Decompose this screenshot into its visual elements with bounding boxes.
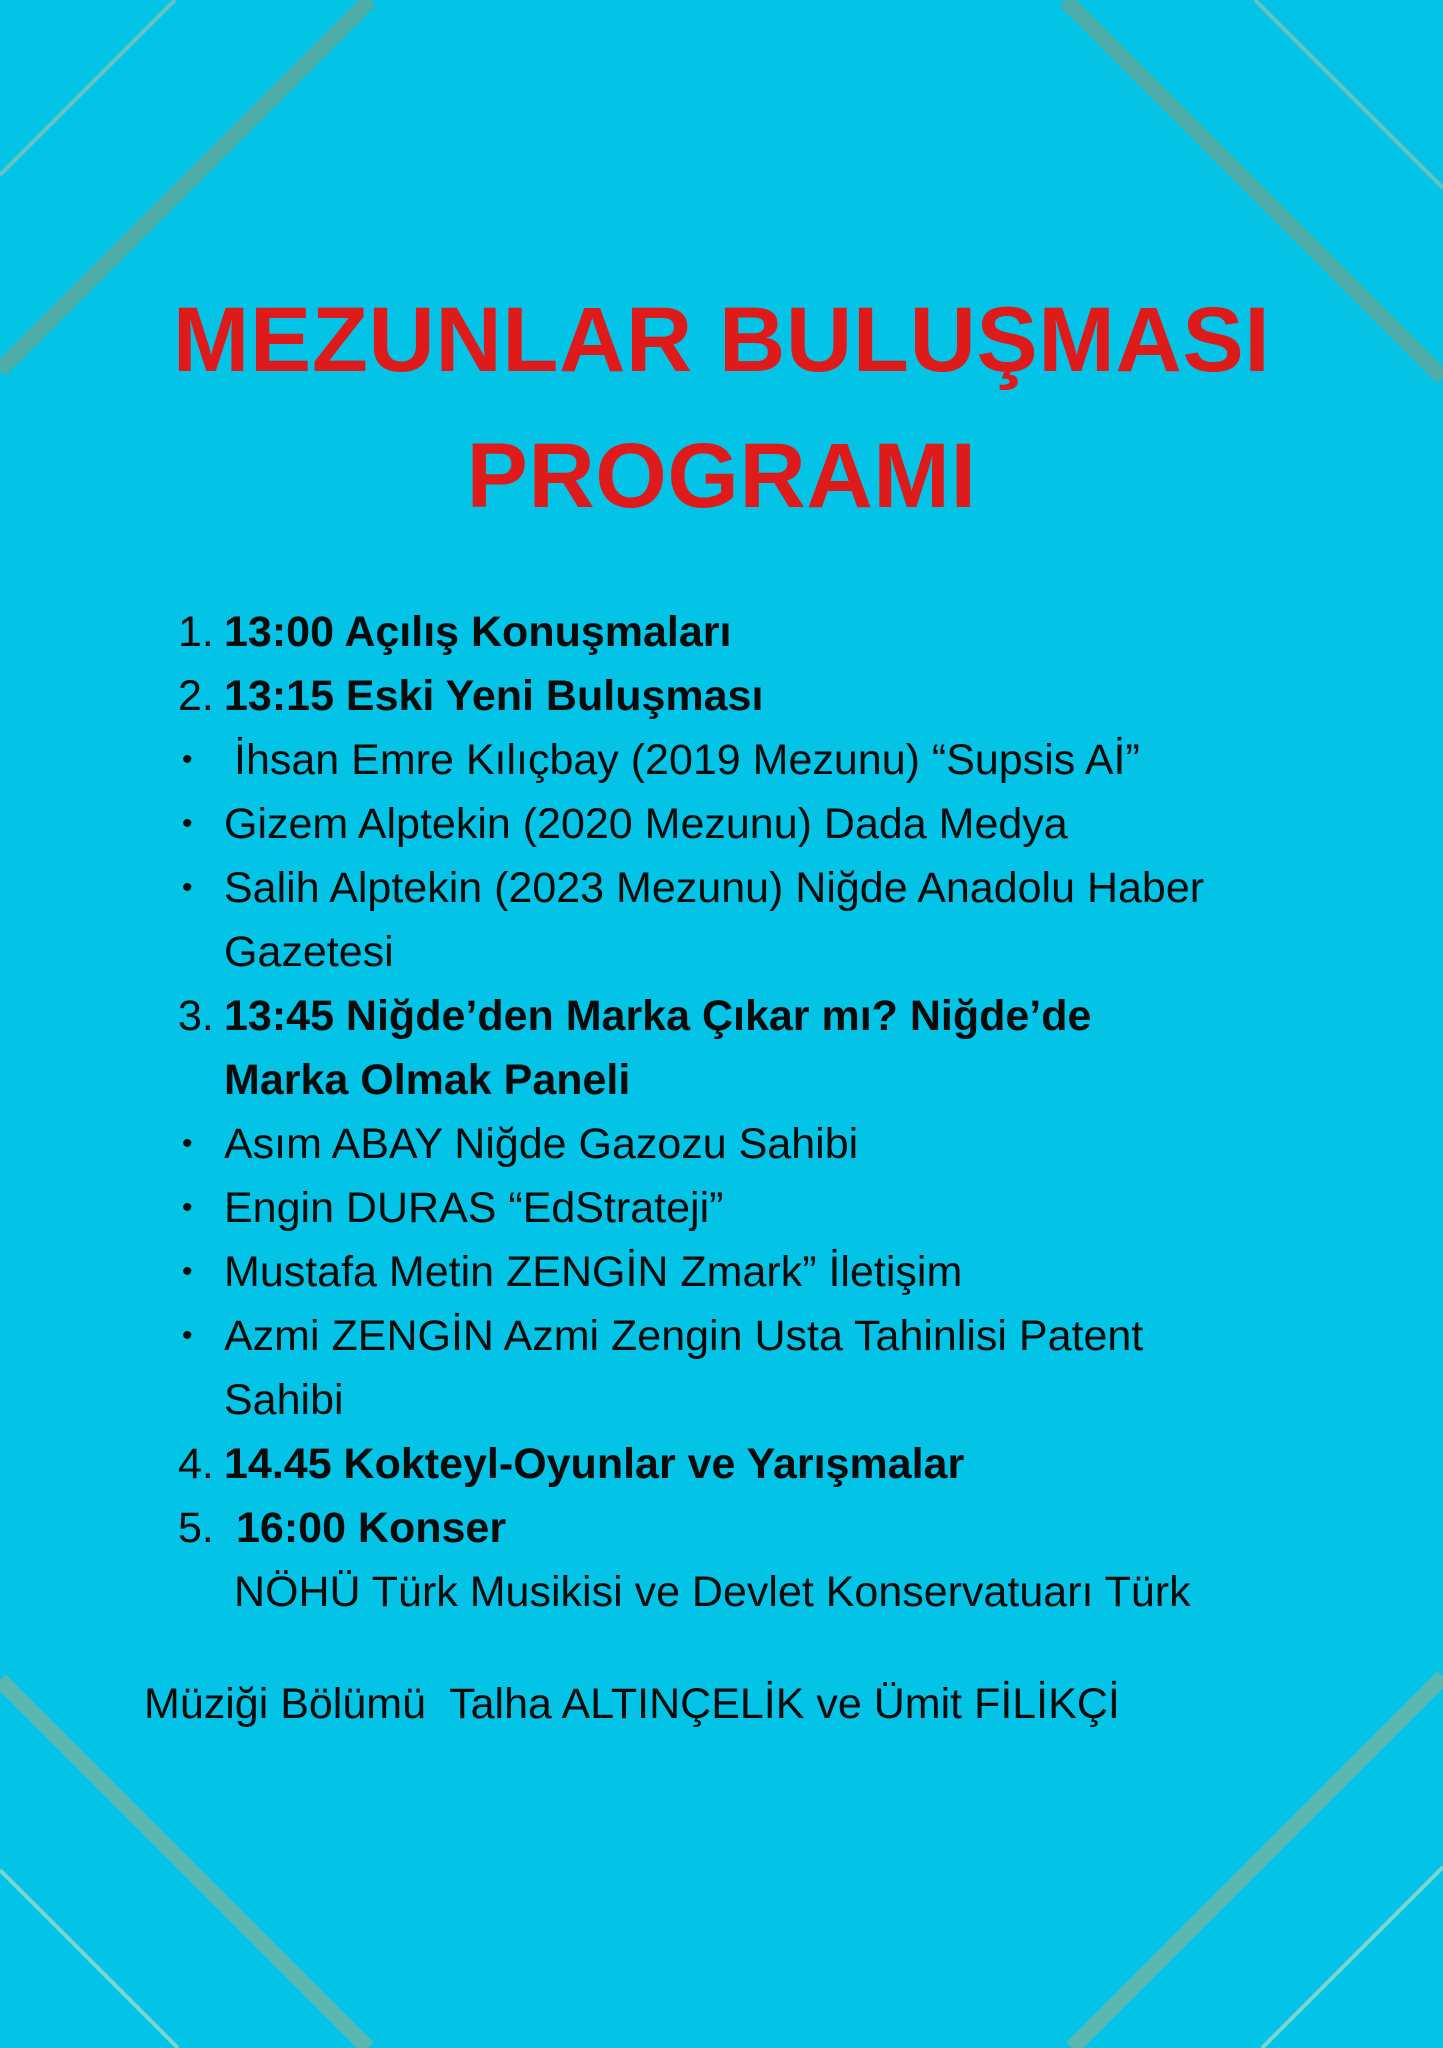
concert-detail-text: Müziği Bölümü Talha ALTINÇELİK ve Ümit FİLİKÇİ	[144, 1680, 1120, 1728]
page-title-line-1: MEZUNLAR BULUŞMASI	[172, 289, 1271, 391]
speaker-text: İhsan Emre Kılıçbay (2019 Mezunu) “Supsis Aİ”	[234, 736, 1140, 784]
bullet-icon: •	[182, 743, 193, 776]
speaker-text: Mustafa Metin ZENGİN Zmark” İletişim	[224, 1248, 963, 1296]
speaker-text: Salih Alptekin (2023 Mezunu) Niğde Anadolu Haber	[224, 864, 1205, 912]
item-text: Marka Olmak Paneli	[224, 1056, 631, 1104]
bullet-icon: •	[182, 1127, 193, 1160]
speaker-text: Gazetesi	[224, 928, 394, 976]
item-text: 13:15 Eski Yeni Buluşması	[224, 672, 764, 720]
bullet-icon: •	[182, 1319, 193, 1352]
item-number: 5.	[178, 1504, 214, 1552]
item-number: 2.	[178, 672, 214, 720]
speaker-text: Asım ABAY Niğde Gazozu Sahibi	[224, 1120, 859, 1168]
item-number: 4.	[178, 1440, 214, 1488]
bullet-icon: •	[182, 807, 193, 840]
speaker-text: Sahibi	[224, 1376, 344, 1424]
speaker-text: Azmi ZENGİN Azmi Zengin Usta Tahinlisi Patent	[224, 1312, 1144, 1360]
item-text: 13:45 Niğde’den Marka Çıkar mı? Niğde’de	[224, 992, 1092, 1040]
speaker-text: Gizem Alptekin (2020 Mezunu) Dada Medya	[224, 800, 1068, 848]
item-text: 13:00 Açılış Konuşmaları	[224, 608, 732, 656]
speaker-text: Engin DURAS “EdStrateji”	[224, 1184, 724, 1232]
bullet-icon: •	[182, 1255, 193, 1288]
item-number: 1.	[178, 608, 214, 656]
bullet-icon: •	[182, 871, 193, 904]
item-text: 14.45 Kokteyl-Oyunlar ve Yarışmalar	[224, 1440, 965, 1488]
page-title-line-2: PROGRAMI	[466, 425, 977, 527]
bullet-icon: •	[182, 1191, 193, 1224]
item-text: 16:00 Konser	[236, 1504, 507, 1552]
concert-detail-line-2	[0, 1632, 1120, 1776]
item-number: 3.	[178, 992, 214, 1040]
concert-detail-text: NÖHÜ Türk Musikisi ve Devlet Konservatuarı Türk	[234, 1568, 1191, 1616]
